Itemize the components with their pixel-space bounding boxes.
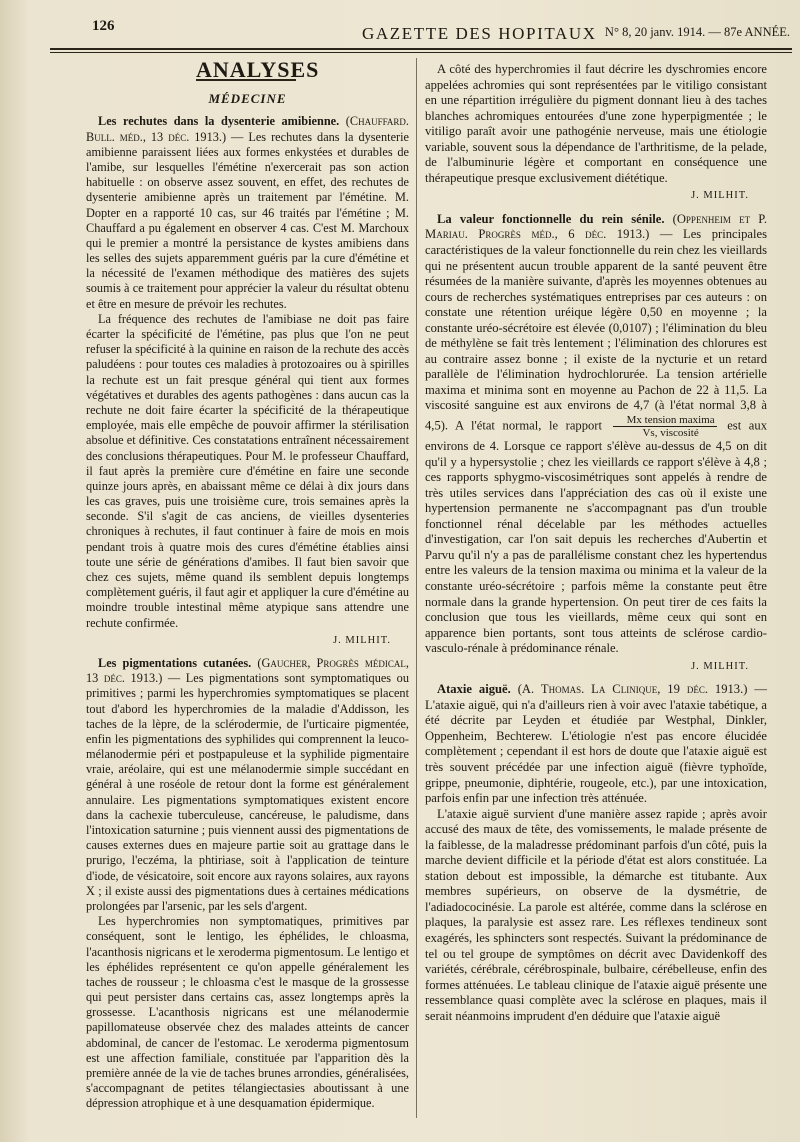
page-number: 126: [92, 18, 115, 34]
article-text: — Les rechutes dans la dysenterie amibienne paraissent liées aux formes enkystées et durables de l'amibe, sur lesquelles l'émétine n'exercerait pas son action habituelle : on observe assez souvent, en effet, des rechutes de dysenterie amibienne après un traitement par l'émétine. M. Dopter en a rapporté 10 cas, sur 46 traités par l'émétine ; M. Chauffard a pu également en observer 4 cas. C'est M. Marchoux qui le premier a montré la persistance de kystes amibiens dans les selles des sujets apparemment guéris par la cure d'émétine et la nécessité de l'examen méthodique des matières des sujets soumis à ce traitement pour apprécier la valeur du résultat obtenu et être en mesure de prévoir les rechutes.: [86, 129, 409, 311]
journal-title: GAZETTE DES HOPITAUX: [362, 24, 597, 43]
article-signature: J. MILHIT.: [691, 660, 749, 672]
article-text: — Les pigmentations sont symptomatiques ou primitives ; parmi les hyperchromies symptomatiques se placent tout d'abord les hyperchromies de la maladie d'Addisson, les taches de la lèpre, de la sclérodermie, de l'urticaire pigmentée, enfin les pigmentations des syphilides qui comprennent la leuco-mélanodermie péri et postpapuleuse et la syphilide pigmentaire vraie, aréolaire, qui est une mélanodermie simple succédant en général à une roséole de retour dont la forme est généralement annulaire. Les pigmentations symptomatiques existent encore dans la cachexie tuberculeuse, cancéreuse, le paludisme, dans l'intoxication saturnine ; puis viennent aussi des pigmentations de causes externes dues en majeure partie soit au grattage dans le prurigo, l'eczéma, la phtiriase, soit à l'application de teinture d'iode, de vésicatoire, soit encore aux rayons solaires, aux rayons X ; il existe aussi des pigmentations dues à certaines médications prolongées par l'arsenic, par les sels d'argent.: [86, 671, 409, 913]
article-pigmentations-p3: A côté des hyperchromies il faut décrire les dyschromies encore appelées achromies qui sont représentées par le vitiligo consistant en une répartition irrégulière du pigment donnant lieu à des taches blanches achromiques entourées d'une zone hyperpigmentée ; le vitiligo paraît avoir une pathogénie nerveuse, mais une étiologie variable, souvent sous la dépendance de l'arthritisme, de la pelade, de l'albuminurie légère et comportant en conséquence une thérapeutique presque exclusivement diététique.: [425, 62, 767, 185]
right-column: [425, 62, 767, 1024]
ratio-fraction: [613, 414, 717, 439]
column-divider: [416, 58, 417, 1118]
article-signature: J. MILHIT.: [691, 190, 749, 202]
article-title: La valeur fonctionnelle du rein sénile.: [437, 211, 665, 226]
page-header: [50, 14, 792, 50]
article-text: — L'ataxie aiguë, qui n'a d'ailleurs rien à voir avec l'ataxie tabétique, a été décrite par Leyden et étudiée par Westphal, Dinkler, Oppenheim, Bechterew. L'étiologie n'est pas encore élucidée complètement ; cependant il est hors de doute que l'ataxie aiguë est très souvent précédée par une infection aiguë (fièvre typhoïde, grippe, pneumonie, diphtérie, rougeole, etc.), par une intoxication, parfois enfin par une infection très atténuée.: [425, 682, 767, 806]
left-column: [86, 57, 409, 1112]
article-title: Ataxie aiguë.: [437, 682, 511, 697]
article-reference: (A. Thomas. La Clinique, 19 déc. 1913.): [517, 682, 748, 697]
fraction-numerator: Mx tension maxima: [613, 414, 717, 427]
article-text: est aux environs de 4. Lorsque ce rapport s'élève au-dessus de 4,5 on dit qu'il y a hypersystolie ; chez les vieillards ce rapport s'élève à 4,8 ; ces rapports sphygmo-viscosimétriques sont appelés à rendre de très utiles services dans l'appréciation des cas où il existe une hypertension permanente ne s'accompagnant pas d'un trouble fonctionnel rénal décelable par les méthodes actuelles d'investigation, car l'on sait depuis les recherches d'Aubertin et Parvu qu'il n'y a pas de parallélisme constant chez les hypertendus entre les valeurs de la tension maxima ou minima et la valeur de la constante uréo-sécrétoire ; parfois même la constante peut être normale dans la grande hypertension. On peut tirer de ces faits la conclusion que tous les vieillards, même ceux qui sont en apparence bien portants, sont tous atteints de sclérose cardio-vasculo-rénale à prédominance rénale.: [425, 418, 767, 656]
article-signature: J. MILHIT.: [333, 634, 391, 646]
section-title: ANALYSES: [196, 57, 320, 82]
article-reference: (Chauffard. Bull. méd., 13 déc. 1913.): [86, 114, 409, 144]
article-pigmentations-p1: [86, 656, 409, 914]
article-title: Les rechutes dans la dysenterie amibienne.: [98, 114, 340, 129]
article-ataxie-p2: L'ataxie aiguë survient d'une manière assez rapide ; après avoir accusé des maux de tête, des vomissements, le malade présente de la faiblesse, de la maladresse prédominant parfois d'un côté, puis la marche devient difficile et la période d'état est alors constituée. La station debout est impossible, la démarche est titubante. Aux membres supérieurs, on observe de la dysmétrie, de l'adiadococinésie. La parole est altérée, comme dans la sclérose en plaques, la paralysie est assez rare. Les réflexes tendineux sont exagérés, les sphincters sont respectés. Suivant la prédominance de tel ou tel groupe de symptômes on décrit avec Davidenkoff des variétés, cérébrale, cérébrospinale, bulbaire, cérébelleuse, enfin des formes atténuées. Le tableau clinique de l'ataxie aiguë présente une ressemblance quasi complète avec la sclérose en plaques, mais il serait néanmoins imprudent d'en déduire que l'ataxie aiguë: [425, 806, 767, 1023]
article-reference: (Gaucher, Progrès médical, 13 déc. 1913.): [86, 655, 409, 686]
article-title: Les pigmentations cutanées.: [98, 655, 252, 670]
article-reference: (Oppenheim et P. Mariau. Progrès méd., 6 déc. 1913.): [425, 211, 767, 242]
fraction-denominator: Vs, viscosité: [642, 427, 699, 440]
article-rein-p1: [425, 212, 767, 657]
article-ataxie-p1: [425, 682, 767, 806]
subsection-title: MÉDECINE: [208, 91, 287, 107]
article-rechutes-p2: La fréquence des rechutes de l'amibiase ne doit pas faire écarter la spécificité de l'émétine, pas plus que l'on ne peut refuser la spécificité à la quinine en raison de la rechute des accès paludéens : pour toutes ces maladies à protozoaires ou à spirilles la rechute est un fait presque général qui tient aux formes végétatives et durables des agents pathogènes : dans aucun cas la rechute ne doit faire écarter la spécificité de la thérapeutique employée, mais elle empêche de pouvoir affirmer la stérilisation absolue et définitive. Ces constatations entraînent nécessairement des conclusions thérapeutiques. Pour M. le professeur Chauffard, il faut après la première cure d'émétine en faire une seconde quinze jours après, en abaissant même ce délai à dix jours dans les cas graves, puis une troisième cure, trois semaines après la seconde. S'il s'agit de cas anciens, de vieilles dysenteries chroniques à rechutes, il faut continuer à faire de mois en mois pendant trois à quatre mois des cures d'émétine établies ainsi toute une série de générations d'amibes. Il faut bien savoir que chez ces sujets, même quand ils semblent depuis longtemps complètement guéris, il faut agir et appliquer la cure d'émétine au moindre trouble intestinal même atypique sans attendre une rechute confirmée.: [86, 311, 409, 630]
article-text: — Les principales caractéristiques de la valeur fonctionnelle du rein chez les vieillards qui ne présentent aucun trouble apparent de la santé peuvent être résumées de la manière suivante, d'après les moyennes obtenues au cours de recherches systématiques entreprises par ces auteurs : on constate une rétention uréique légère 0,50 en moyenne ; la constante uréo-sécrétoire est élevée (0,0107) ; l'élimination du bleu de méthylène se fait très lentement ; l'élimination des chlorures est au contraire assez bonne ; il existe de la nycturie et un retard parallèle de l'élimination hydrochlorurée. La tension artérielle maxima et minima sont en moyenne au Pachon de 22 à 11,5. La viscosité sanguine est aux environs de 4,7 (à l'état normal 3,8 à 4,5). A l'état normal, le rapport: [425, 227, 768, 433]
header-rule: [50, 52, 792, 53]
article-pigmentations-p2: Les hyperchromies non symptomatiques, primitives par conséquent, sont le lentigo, les éphélides, le chloasma, l'acanthosis nigricans et le xeroderma pigmentosum. Le lentigo et les éphélides représentent ce qu'on appelle généralement les taches de rousseur ; le chloasma c'est le masque de la grossesse qui peut persister dans certains cas, assez longtemps après la grossesse. L'acanthosis nigricans est une mélanodermie papillomateuse observée chez des malades atteints de cancer abdominal, de cancer de l'estomac. Le xeroderma pigmentosum est une affection familiale, constituée par l'apparition dès la première année de la vie de taches brunes arrondies, généralisées, s'accompagnant de petites télangiectasies aboutissant à une dépression atrophique et à une desquamation épidermique.: [86, 914, 409, 1111]
article-rechutes-p1: [86, 114, 409, 311]
issue-info: N° 8, 20 janv. 1914. — 87e ANNÉE.: [604, 25, 790, 39]
